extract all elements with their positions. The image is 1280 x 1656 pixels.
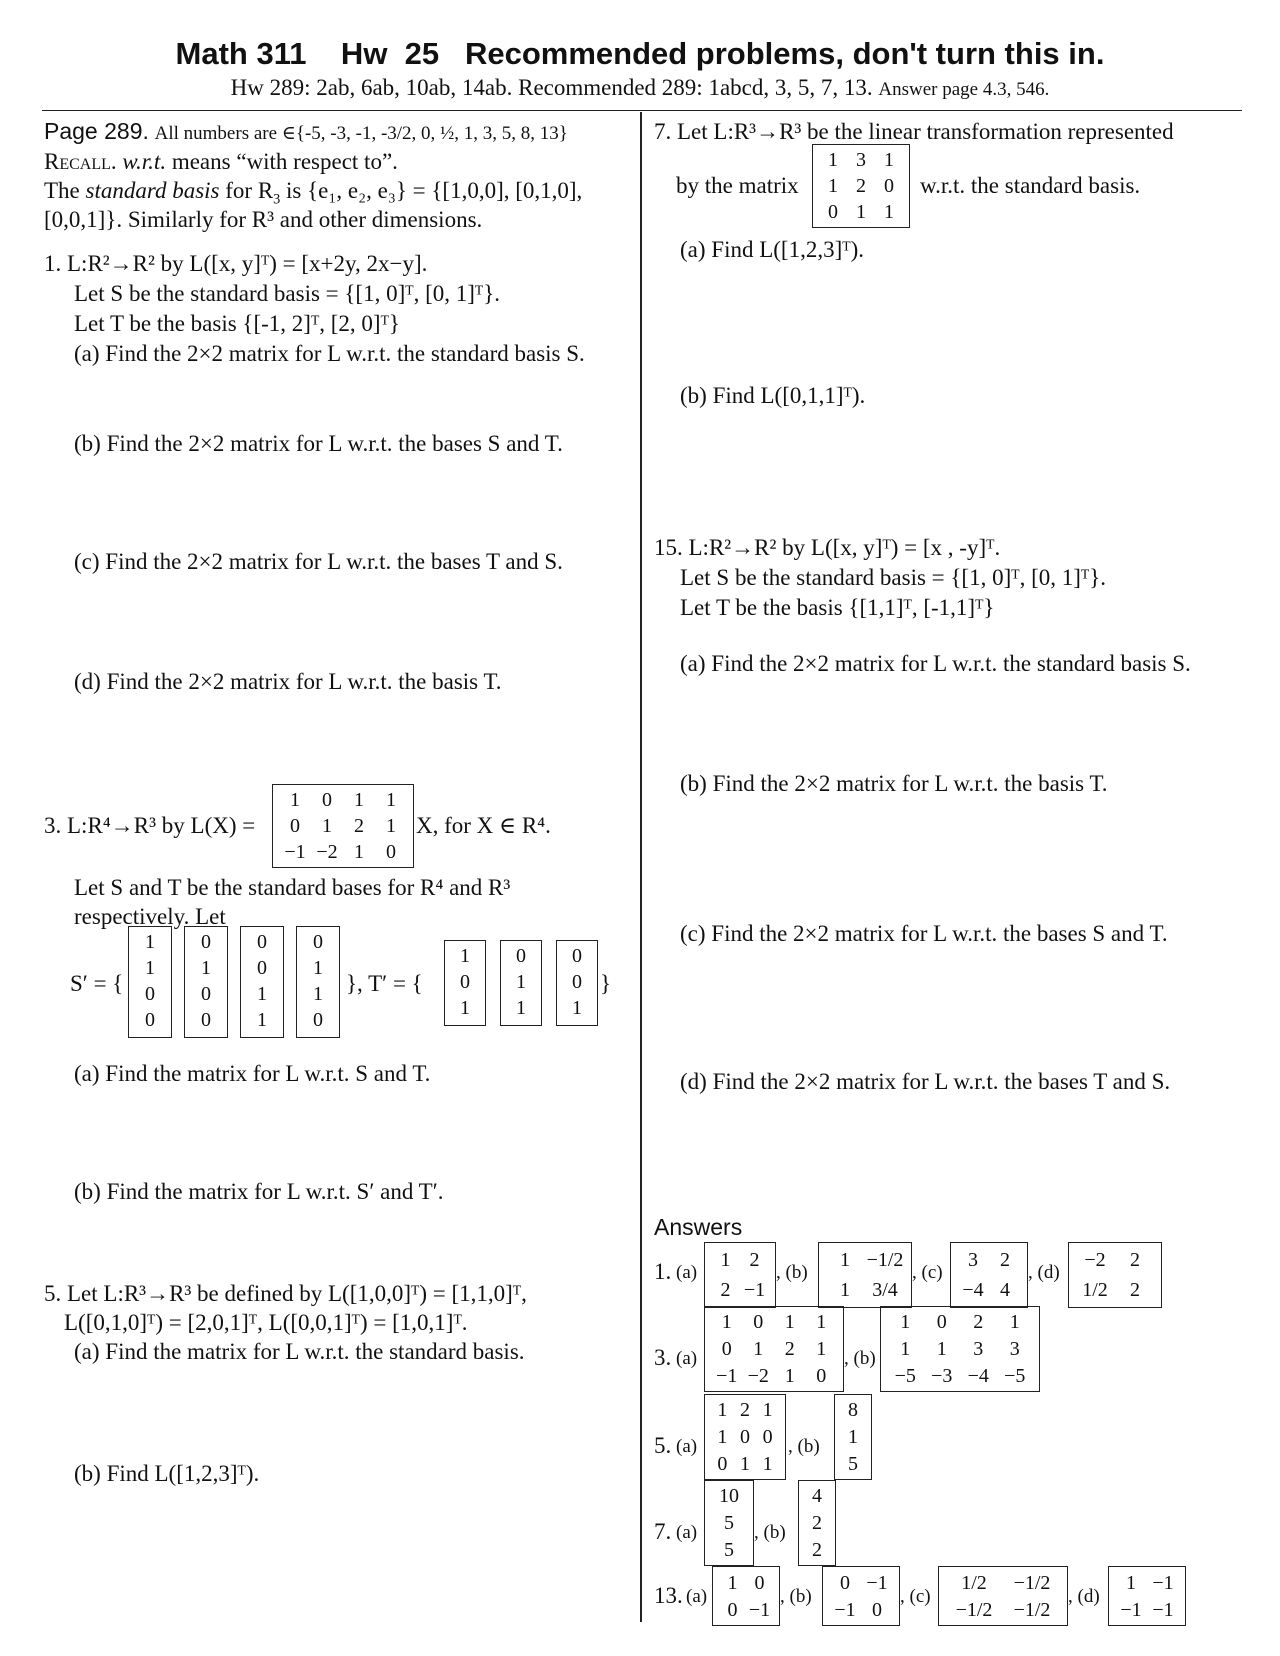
tprime-entry: 1 — [516, 971, 526, 993]
answer-label: (a) — [676, 1262, 698, 1283]
tprime-entry: 0 — [572, 971, 582, 993]
answer-1d-matrix-cell: 1/2 — [1082, 1279, 1108, 1301]
answer-5a-matrix-cell: 2 — [739, 1399, 750, 1422]
p1-basis-s: Let S be the standard basis = {[1, 0]ᵀ, [0, 1]ᵀ}. — [74, 281, 501, 306]
p3-part-a: (a) Find the matrix for L w.r.t. S and T. — [74, 1061, 431, 1086]
tprime-entry: 0 — [572, 945, 582, 967]
answer-1c-matrix — [950, 1242, 1028, 1308]
p15-basis-t: Let T be the basis {[1,1]ᵀ, [-1,1]ᵀ} — [680, 595, 995, 620]
p3-matrix-cell: 1 — [354, 789, 364, 811]
answer-3b-matrix-cell: −5 — [1004, 1364, 1026, 1387]
answer-13b-matrix — [822, 1566, 900, 1626]
p1-statement: 1. L:R²→R² by L([x, y]ᵀ) = [x+2y, 2x−y]. — [44, 251, 428, 276]
answer-5a-matrix-cell: 0 — [762, 1426, 773, 1448]
p15-basis-s: Let S be the standard basis = {[1, 0]ᵀ, [0, 1]ᵀ}. — [680, 565, 1107, 590]
p1-part-d: (d) Find the 2×2 matrix for L w.r.t. the basis T. — [74, 669, 502, 694]
p3-close: } — [600, 971, 612, 996]
tprime-entry: 1 — [572, 997, 582, 1019]
p3-line2: Let S and T be the standard bases for R⁴ and R³ — [74, 875, 511, 900]
p3-matrix-cell: 1 — [386, 815, 396, 837]
p7-matrix-cell: 1 — [828, 149, 838, 171]
answer-7a-matrix-cell: 5 — [724, 1538, 734, 1561]
tprime-entry: 0 — [460, 971, 470, 993]
answer-page-note: Answer page 4.3, 546. — [878, 79, 1050, 100]
answer-1b-matrix — [818, 1242, 912, 1308]
answer-3a-matrix — [704, 1306, 844, 1392]
answer-3a-matrix-cell: 2 — [784, 1338, 795, 1360]
p15-part-c: (c) Find the 2×2 matrix for L w.r.t. the bases S and T. — [680, 921, 1168, 946]
answer-13c-matrix — [938, 1566, 1068, 1626]
answer-label: , (b) — [776, 1262, 808, 1283]
sprime-entry: 1 — [257, 1009, 267, 1031]
answer-13d-matrix-cell: −1 — [1120, 1598, 1142, 1621]
answer-7a-matrix-cell: 10 — [719, 1485, 739, 1508]
basis-end: is {e₁, e₂, e₃} = {[1,0,0], [0,1,0], — [280, 178, 583, 203]
answer-5a-matrix-cell: 1 — [762, 1399, 773, 1422]
answer-3a-matrix-cell: 0 — [753, 1311, 764, 1334]
answer-13a-matrix — [712, 1566, 780, 1626]
p5-part-a: (a) Find the matrix for L w.r.t. the standard basis. — [74, 1339, 525, 1364]
tprime-vector — [444, 940, 486, 1026]
p5-part-b: (b) Find L([1,2,3]ᵀ). — [74, 1461, 260, 1486]
sprime-vector — [296, 926, 340, 1038]
answer-1c-matrix-cell: −4 — [962, 1279, 984, 1301]
answer-3a-matrix-cell: 1 — [816, 1311, 827, 1334]
p3-matrix-cell: 2 — [354, 815, 364, 837]
answer-3b-matrix — [880, 1306, 1040, 1392]
answer-7-number: 7. — [654, 1519, 672, 1544]
sprime-entry: 1 — [257, 983, 267, 1005]
sprime-entry: 0 — [145, 1009, 155, 1031]
answer-1a-matrix-cell: 2 — [720, 1279, 731, 1301]
answer-label: (a) — [676, 1522, 698, 1543]
p3-matrix-cell: 1 — [290, 789, 300, 811]
answer-1a-matrix-cell: −1 — [743, 1279, 766, 1301]
p15-part-b: (b) Find the 2×2 matrix for L w.r.t. the basis T. — [680, 771, 1108, 796]
answer-3b-matrix-cell: 1 — [900, 1311, 911, 1334]
answer-13b-matrix-cell: −1 — [866, 1571, 888, 1594]
sprime-entry: 0 — [201, 931, 211, 953]
answer-1d-matrix-cell: 2 — [1130, 1249, 1140, 1271]
answer-3-number: 3. — [654, 1345, 672, 1370]
p15-part-a: (a) Find the 2×2 matrix for L w.r.t. the standard basis S. — [680, 651, 1191, 676]
answer-5a-matrix-cell: 1 — [717, 1399, 728, 1422]
answer-13a-matrix-cell: 1 — [727, 1571, 738, 1594]
answer-label: , (d) — [1068, 1586, 1100, 1607]
answer-3a-matrix-cell: −1 — [716, 1364, 738, 1387]
recall-line — [44, 148, 398, 176]
answer-3b-matrix-cell: −5 — [894, 1364, 916, 1387]
p1-part-a: (a) Find the 2×2 matrix for L w.r.t. the standard basis S. — [74, 341, 585, 366]
sprime-entry: 0 — [145, 983, 155, 1005]
answer-13d-matrix-cell: −1 — [1152, 1571, 1174, 1594]
p3-matrix — [272, 784, 414, 868]
answer-1b-matrix-cell: 1 — [840, 1279, 850, 1301]
answer-label: , (b) — [780, 1586, 812, 1607]
answer-3b-matrix-cell: −4 — [967, 1364, 989, 1387]
tprime-entry: 1 — [516, 997, 526, 1019]
answer-label: (a) — [676, 1436, 698, 1457]
answer-1b-matrix-cell: −1/2 — [866, 1249, 904, 1271]
p1-basis-t: Let T be the basis {[-1, 2]ᵀ, [2, 0]ᵀ} — [74, 311, 400, 336]
answer-3b-matrix-cell: 1 — [900, 1338, 911, 1360]
basis-sub: 3 — [273, 191, 281, 208]
answer-13a-matrix-cell: 0 — [754, 1571, 765, 1594]
p1-part-c: (c) Find the 2×2 matrix for L w.r.t. the bases T and S. — [74, 549, 563, 574]
answer-1b-matrix-cell: 1 — [840, 1249, 850, 1271]
p7-matrix-cell: 2 — [856, 175, 866, 197]
answer-13d-matrix-cell: −1 — [1152, 1598, 1174, 1621]
p7-line1: 7. Let L:R³→R³ be the linear transformation represented — [654, 119, 1174, 144]
answer-3a-matrix-cell: 1 — [753, 1338, 764, 1360]
sprime-entry: 0 — [257, 931, 267, 953]
sprime-entry: 1 — [145, 957, 155, 979]
answer-3a-matrix-cell: 1 — [721, 1311, 732, 1334]
tprime-entry: 0 — [516, 945, 526, 967]
answer-3a-matrix-cell: 1 — [784, 1311, 795, 1334]
sprime-vector — [240, 926, 284, 1038]
answer-7b-matrix — [798, 1480, 836, 1566]
answer-3b-matrix-cell: 0 — [936, 1311, 947, 1334]
basis-rest: for R — [225, 178, 274, 203]
answer-3a-matrix-cell: 1 — [816, 1338, 827, 1360]
answer-label: (a) — [686, 1586, 708, 1607]
basis-pre: The — [44, 178, 80, 203]
answer-3a-matrix-cell: 1 — [784, 1364, 795, 1387]
answer-label: , (c) — [912, 1262, 943, 1283]
answer-1-number: 1. — [654, 1259, 672, 1284]
p3-matrix-cell: 1 — [322, 815, 332, 837]
p3-line3: respectively. Let — [74, 904, 226, 929]
sprime-entry: 0 — [257, 957, 267, 979]
answer-3b-matrix-cell: 3 — [1009, 1338, 1020, 1360]
answer-7b-matrix-cell: 4 — [812, 1485, 822, 1508]
answer-1d-matrix — [1068, 1242, 1162, 1308]
answer-1a-matrix-cell: 2 — [749, 1249, 760, 1271]
p7-part-b: (b) Find L([0,1,1]ᵀ). — [680, 383, 866, 408]
p7-matrix — [812, 144, 910, 228]
answer-1d-matrix-cell: 2 — [1130, 1279, 1140, 1301]
p15-part-d: (d) Find the 2×2 matrix for L w.r.t. the bases T and S. — [680, 1069, 1171, 1094]
page-title: Math 311 Hw 25 Recommended problems, don't turn this in. — [175, 36, 1105, 71]
answer-13a-matrix-cell: 0 — [727, 1598, 738, 1621]
answer-13b-matrix-cell: 0 — [840, 1571, 850, 1594]
sprime-entry: 0 — [313, 931, 323, 953]
answer-5a-matrix — [704, 1394, 786, 1480]
answer-7a-matrix — [704, 1480, 754, 1566]
p7-by: by the matrix — [676, 173, 799, 198]
answer-3b-matrix-cell: 1 — [1009, 1311, 1020, 1334]
answer-1c-matrix-cell: 2 — [1000, 1249, 1010, 1271]
answer-3a-matrix-cell: −2 — [747, 1364, 769, 1387]
answer-3b-matrix-cell: 1 — [936, 1338, 947, 1360]
answer-13b-matrix-cell: 0 — [872, 1598, 882, 1621]
answer-5b-matrix-cell: 1 — [848, 1426, 858, 1448]
answer-13d-matrix — [1108, 1566, 1186, 1626]
answer-1a-matrix — [704, 1242, 776, 1308]
intro-line-1 — [44, 118, 568, 146]
answer-7b-matrix-cell: 2 — [812, 1538, 822, 1561]
answer-label: , (b) — [844, 1348, 876, 1369]
sprime-entry: 1 — [145, 931, 155, 953]
p7-matrix-cell: 0 — [884, 175, 894, 197]
page-ref: Page 289. — [44, 118, 149, 144]
answer-1c-matrix-cell: 4 — [1000, 1279, 1010, 1301]
answer-7a-matrix-cell: 5 — [724, 1512, 734, 1534]
p7-part-a: (a) Find L([1,2,3]ᵀ). — [680, 237, 864, 262]
p3-matrix-cell: 0 — [290, 815, 300, 837]
recall-label: Recall. — [44, 149, 117, 174]
sprime-entry: 0 — [201, 983, 211, 1005]
answer-13c-matrix-cell: −1/2 — [1013, 1571, 1051, 1594]
sprime-entry: 1 — [201, 957, 211, 979]
answer-1d-matrix-cell: −2 — [1084, 1249, 1106, 1271]
number-set: All numbers are ∈{-5, -3, -1, -3/2, 0, ½, 1, 3, 5, 8, 13} — [154, 123, 568, 144]
p5-line1: 5. Let L:R³→R³ be defined by L([1,0,0]ᵀ) = [1,1,0]ᵀ, — [44, 1281, 527, 1306]
sprime-entry: 0 — [201, 1009, 211, 1031]
answer-13-number: 13. — [654, 1583, 683, 1608]
answer-13d-matrix-cell: 1 — [1126, 1571, 1136, 1594]
tprime-vector — [500, 940, 542, 1026]
answer-5b-matrix-cell: 8 — [848, 1399, 858, 1422]
tprime-entry: 1 — [460, 945, 470, 967]
p3-tail: X, for X ∈ R⁴. — [416, 813, 551, 838]
answer-1a-matrix-cell: 1 — [720, 1249, 731, 1271]
answer-3b-matrix-cell: 3 — [973, 1338, 984, 1360]
answer-5b-matrix-cell: 5 — [848, 1452, 858, 1475]
answer-3b-matrix-cell: 2 — [973, 1311, 984, 1334]
answer-label: , (b) — [754, 1522, 786, 1543]
answer-5a-matrix-cell: 0 — [717, 1452, 728, 1475]
sprime-vector — [184, 926, 228, 1038]
p7-matrix-cell: 1 — [884, 149, 894, 171]
answer-5a-matrix-cell: 0 — [739, 1426, 750, 1448]
p3-matrix-cell: −2 — [316, 841, 338, 863]
p7-matrix-cell: 1 — [828, 175, 838, 197]
answer-13c-matrix-cell: −1/2 — [955, 1598, 993, 1621]
sprime-vector — [128, 926, 172, 1038]
p7-matrix-cell: 3 — [856, 149, 866, 171]
p3-sprime-label: S′ = { — [70, 971, 124, 996]
basis-line-1 — [44, 177, 583, 208]
answer-5b-matrix — [834, 1394, 872, 1480]
p3-matrix-cell: 0 — [386, 841, 396, 863]
p7-matrix-cell: 1 — [884, 201, 894, 223]
p3-matrix-cell: 1 — [354, 841, 364, 863]
answer-5-number: 5. — [654, 1433, 672, 1458]
p1-part-b: (b) Find the 2×2 matrix for L w.r.t. the bases S and T. — [74, 431, 563, 456]
p3-part-b: (b) Find the matrix for L w.r.t. S′ and T′. — [74, 1179, 444, 1204]
answer-5a-matrix-cell: 1 — [739, 1452, 750, 1475]
answer-3a-matrix-cell: 0 — [816, 1364, 827, 1387]
p5-line2: L([0,1,0]ᵀ) = [2,0,1]ᵀ, L([0,0,1]ᵀ) = [1,0,1]ᵀ. — [64, 1310, 468, 1335]
sprime-entry: 1 — [313, 983, 323, 1005]
p3-matrix-cell: 0 — [322, 789, 332, 811]
answer-1b-matrix-cell: 3/4 — [872, 1279, 898, 1301]
answer-3b-matrix-cell: −3 — [931, 1364, 953, 1387]
answers-heading: Answers — [654, 1214, 743, 1240]
answer-3a-matrix-cell: 0 — [721, 1338, 732, 1360]
answer-label: , (c) — [900, 1586, 931, 1607]
sprime-entry: 0 — [313, 1009, 323, 1031]
p7-wrt: w.r.t. the standard basis. — [920, 173, 1141, 198]
answer-13a-matrix-cell: −1 — [748, 1598, 771, 1621]
answer-13c-matrix-cell: 1/2 — [961, 1571, 987, 1594]
p7-matrix-cell: 0 — [828, 201, 838, 223]
header-divider — [42, 110, 1242, 111]
answer-label: , (d) — [1028, 1262, 1060, 1283]
p3-tprime-label: }, T′ = { — [346, 971, 423, 996]
answer-13b-matrix-cell: −1 — [834, 1598, 856, 1621]
p3-matrix-cell: −1 — [284, 841, 306, 863]
p3-lead: 3. L:R⁴→R³ by L(X) = — [44, 813, 256, 838]
recall-text: means “with respect to”. — [171, 149, 398, 174]
recall-abbr: w.r.t. — [122, 149, 167, 174]
tprime-vector — [556, 940, 598, 1026]
tprime-entry: 1 — [460, 997, 470, 1019]
answer-13c-matrix-cell: −1/2 — [1013, 1598, 1051, 1621]
answer-label: , (b) — [788, 1436, 820, 1457]
answer-7b-matrix-cell: 2 — [812, 1512, 822, 1534]
answer-5a-matrix-cell: 1 — [717, 1426, 728, 1448]
answer-1c-matrix-cell: 3 — [968, 1249, 978, 1271]
p7-matrix-cell: 1 — [856, 201, 866, 223]
sprime-entry: 1 — [313, 957, 323, 979]
basis-line-2: [0,0,1]}. Similarly for R³ and other dimensions. — [44, 207, 483, 232]
basis-term: standard basis — [85, 178, 220, 203]
answer-label: (a) — [676, 1348, 698, 1369]
page-subtitle — [0, 74, 1280, 102]
p3-matrix-cell: 1 — [386, 789, 396, 811]
p15-statement: 15. L:R²→R² by L([x, y]ᵀ) = [x , -y]ᵀ. — [654, 535, 1001, 560]
assignment-list: Hw 289: 2ab, 6ab, 10ab, 14ab. Recommended 289: 1abcd, 3, 5, 7, 13. — [230, 75, 873, 100]
column-divider — [640, 112, 642, 1622]
answer-5a-matrix-cell: 1 — [762, 1452, 773, 1475]
